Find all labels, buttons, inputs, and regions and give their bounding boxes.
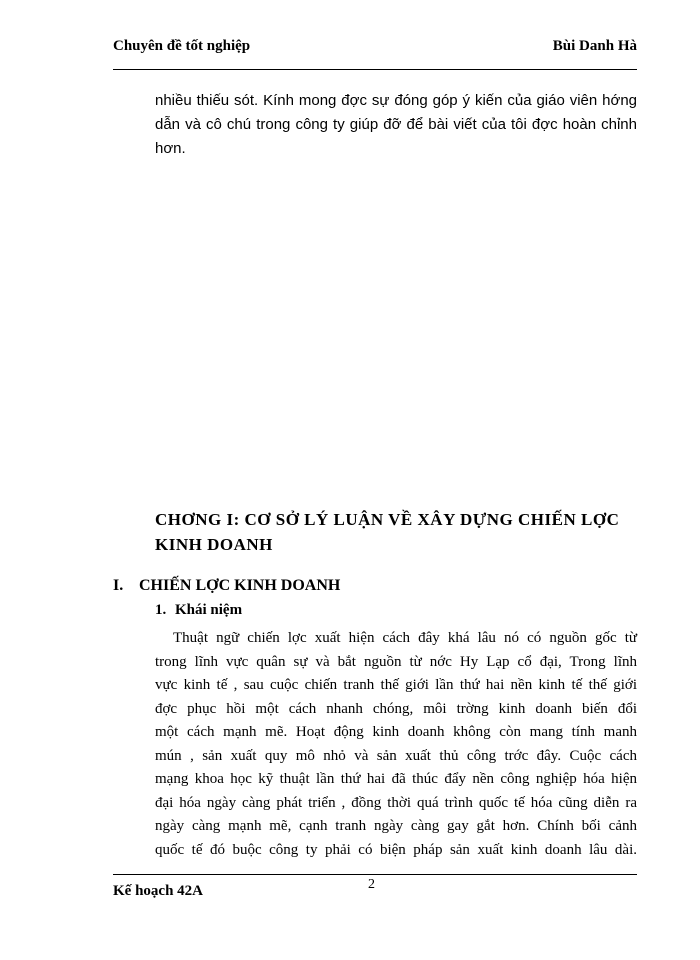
- header-divider: [113, 69, 637, 70]
- subsection-title: Khái niệm: [175, 602, 243, 618]
- intro-line: hơn.: [155, 140, 186, 157]
- footer-class-label: Kế hoạch 42A: [113, 883, 203, 899]
- section-title: CHIẾN LỢC KINH DOANH: [139, 577, 341, 594]
- body-paragraph: [155, 627, 637, 862]
- intro-line: nhiều thiếu sót. Kính mong đợc sự đóng góp ý kiến của giáo viên hớng: [155, 92, 637, 109]
- page-number: 2: [368, 877, 375, 892]
- intro-paragraph: [155, 89, 637, 161]
- body-line: trong lĩnh vực quân sự và bắt nguồn từ nớc Hy Lạp cổ đại, Trong lĩnh: [155, 653, 637, 670]
- intro-line: dẫn và cô chú trong công ty giúp đỡ để bài viết của tôi đợc hoàn chỉnh: [155, 116, 637, 133]
- body-line: đợc phục hồi một cách nhanh chóng, môi trờng kinh doanh biến đổi: [155, 700, 637, 717]
- page-header: [113, 34, 637, 64]
- body-line: quốc tế đó buộc công ty phải có biện pháp sản xuất kinh doanh lâu dài.: [155, 841, 637, 858]
- body-line: vực kinh tế , sau cuộc chiến tranh thế giới lần thứ hai nền kinh tế thế giới: [155, 677, 637, 693]
- body-line: một cách mạnh mẽ. Hoạt động kinh doanh không còn mang tính manh: [155, 724, 637, 740]
- body-line: đại hóa ngày càng phát triển , đồng thời quá trình quốc tế hóa cũng diễn ra: [155, 794, 637, 811]
- chapter-heading: CHƠNG I: CƠ SỞ LÝ LUẬN VỀ XÂY DỰNG CHIẾN LỢC KINH DOANH: [155, 510, 620, 554]
- header-document-type: Chuyên đề tốt nghiệp: [113, 38, 251, 54]
- body-line: mún , sản xuất quy mô nhỏ và sản xuất thủ công trớc đây. Cuộc cách: [155, 747, 637, 764]
- footer-divider: [113, 874, 637, 875]
- subsection-number: 1.: [155, 602, 167, 618]
- body-line: ngày càng mạnh mẽ, cạnh tranh ngày càng gay gắt hơn. Chính bối cảnh: [155, 818, 637, 834]
- body-line: mạng khoa học kỹ thuật lần thứ hai đã thúc đẩy nền công nghiệp hóa hiện: [155, 771, 637, 787]
- header-author: Bùi Danh Hà: [552, 38, 637, 54]
- section-number: I.: [113, 577, 124, 594]
- body-line: Thuật ngữ chiến lợc xuất hiện cách đây khá lâu nó có nguồn gốc từ: [173, 630, 637, 646]
